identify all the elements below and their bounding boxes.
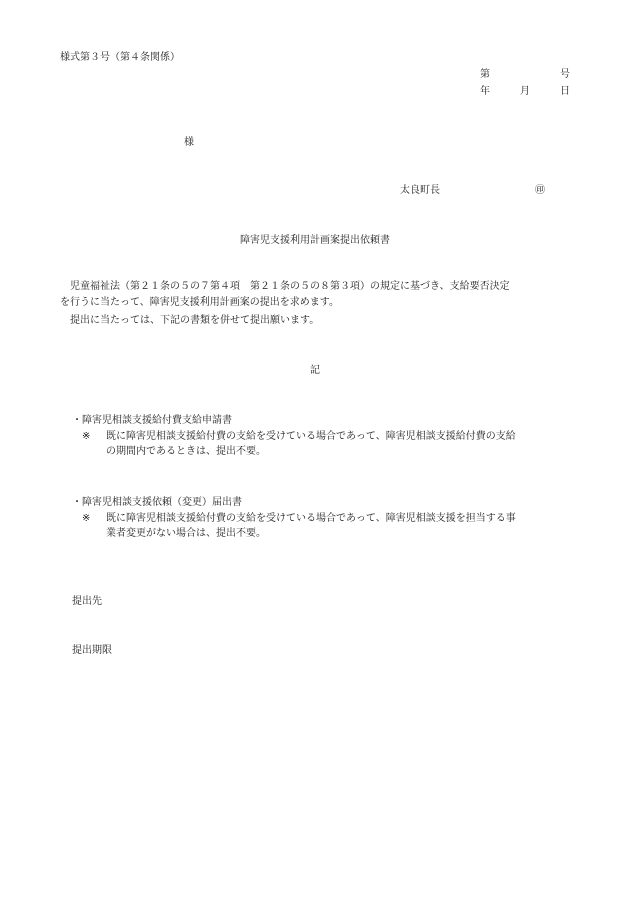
note-mark: ※ [82, 430, 91, 442]
document-title: 障害児支援利用計画案提出依頼書 [240, 235, 390, 246]
body-paragraph-1 [60, 279, 575, 310]
item-note [72, 511, 577, 542]
date-line [480, 84, 570, 100]
body-paragraph-2: 提出に当たっては、下記の書類を併せて提出願います。 [60, 315, 320, 326]
note-line-1: 既に障害児相談支援給付費の支給を受けている場合であって、障害児相談支援を担当する事 [106, 512, 516, 524]
seal-mark: ㊞ [535, 185, 545, 196]
list-item [72, 413, 577, 460]
document-number-line [480, 67, 570, 83]
item-label: ・障害児相談支援給付費支給申請書 [72, 415, 232, 426]
note-line-1: 既に障害児相談支援給付費の支給を受けている場合であって、障害児相談支援給付費の支給 [106, 430, 516, 442]
day-label: 日 [560, 86, 570, 97]
ki-heading: 記 [310, 365, 320, 376]
item-note [72, 429, 577, 460]
item-label: ・障害児相談支援依頼（変更）届出書 [72, 497, 242, 508]
dai-label: 第 [480, 69, 490, 80]
issuer-name: 太良町長 [400, 185, 440, 196]
form-number: 様式第３号（第４条関係） [60, 52, 180, 63]
note-mark: ※ [82, 512, 91, 524]
go-label: 号 [560, 69, 570, 80]
submit-to-label: 提出先 [72, 596, 102, 607]
addressee-suffix: 様 [184, 137, 194, 148]
body-paragraph-1-line-2: を行うに当たって、障害児支援利用計画案の提出を求めます。 [60, 296, 339, 308]
note-line-2: の期間内であるときは、提出不要。 [106, 446, 266, 457]
deadline-label: 提出期限 [72, 645, 112, 656]
note-line-2: 業者変更がない場合は、提出不要。 [106, 528, 266, 539]
month-label: 月 [520, 86, 530, 97]
year-label: 年 [480, 86, 490, 97]
list-item [72, 495, 577, 542]
body-paragraph-1-line-1: 児童福祉法（第２１条の５の７第４項 第２１条の５の８第３項）の規定に基づき、支給要否決定 [60, 281, 510, 292]
